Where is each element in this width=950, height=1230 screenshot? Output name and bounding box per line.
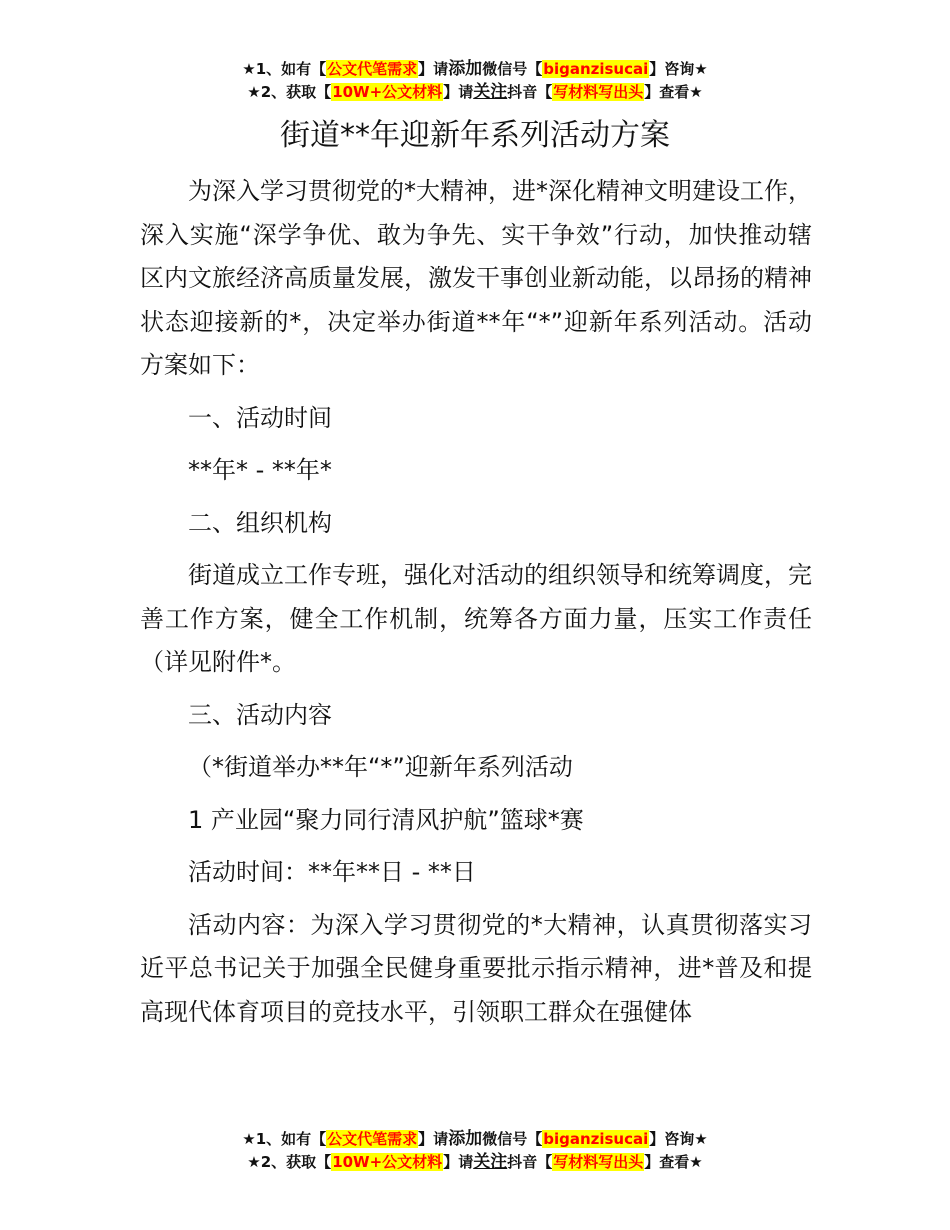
banner-highlight: 公文代笔需求 [327, 1130, 418, 1148]
banner-emphasis: 添加 [448, 1129, 483, 1149]
document-body [140, 170, 812, 1043]
banner-text: ★2、获取【 [247, 83, 332, 101]
banner-text: ★1、如有【 [242, 60, 327, 78]
banner-emphasis: 关注 [473, 82, 508, 102]
section-heading-content: 三、活动内容 [188, 700, 332, 729]
paragraph-intro: 为深入学习贯彻党的*大精神，进*深化精神文明建设工作，深入实施“深学争优、敢为争先、实干争效”行动，加快推动辖区内文旅经济高质量发展，激发干事创业新动能，以昂扬的精神状态迎接新的*，决定举办街道**年“*”迎新年系列活动。活动方案如下： [140, 177, 812, 379]
document-title: 街道**年迎新年系列活动方案 [280, 118, 670, 153]
banner-text: 】请 [418, 1130, 449, 1148]
paragraph-organization: 街道成立工作专班，强化对活动的组织领导和统筹调度，完善工作方案，健全工作机制，统筹各方面力量，压实工作责任（详见附件*。 [140, 561, 812, 676]
header-banner [0, 58, 950, 104]
banner-text: 】请 [443, 1153, 474, 1171]
banner-text: 】咨询★ [649, 1130, 708, 1148]
banner-line-2 [0, 1151, 950, 1174]
banner-highlight: 10W+公文材料 [332, 83, 443, 101]
banner-text: 】查看★ [644, 83, 703, 101]
section-heading-time: 一、活动时间 [188, 403, 332, 432]
banner-text: ★1、如有【 [242, 1130, 327, 1148]
section-heading-organization: 二、组织机构 [188, 508, 332, 537]
banner-line-2 [0, 81, 950, 104]
subheading-series: （*街道举办**年“*”迎新年系列活动 [188, 753, 573, 781]
banner-wechat-id: biganzisucai [543, 60, 649, 78]
footer-banner [0, 1128, 950, 1174]
banner-highlight: 10W+公文材料 [332, 1153, 443, 1171]
banner-text: 微信号【 [482, 1130, 543, 1148]
banner-emphasis: 关注 [473, 1152, 508, 1172]
banner-text: 】咨询★ [649, 60, 708, 78]
banner-line-1 [0, 58, 950, 81]
banner-line-1 [0, 1128, 950, 1151]
paragraph-activity-content: 活动内容：为深入学习贯彻党的*大精神，认真贯彻落实习近平总书记关于加强全民健身重要批示指示精神，进*普及和提高现代体育项目的竞技水平，引领职工群众在强健体 [140, 910, 812, 1026]
banner-text: 抖音【 [507, 83, 553, 101]
subheading-basketball: 1 产业园“聚力同行清风护航”篮球*赛 [188, 805, 584, 834]
paragraph-activity-time: 活动时间：**年**日 - **日 [188, 858, 476, 886]
banner-douyin-id: 写材料写出头 [553, 83, 644, 101]
banner-text: 微信号【 [482, 60, 543, 78]
paragraph-time: **年* - **年* [188, 456, 332, 484]
banner-wechat-id: biganzisucai [543, 1130, 649, 1148]
banner-text: 】查看★ [644, 1153, 703, 1171]
banner-highlight: 公文代笔需求 [327, 60, 418, 78]
banner-text: 】请 [418, 60, 449, 78]
banner-douyin-id: 写材料写出头 [553, 1153, 644, 1171]
banner-text: ★2、获取【 [247, 1153, 332, 1171]
banner-text: 】请 [443, 83, 474, 101]
banner-emphasis: 添加 [448, 59, 483, 79]
banner-text: 抖音【 [507, 1153, 553, 1171]
